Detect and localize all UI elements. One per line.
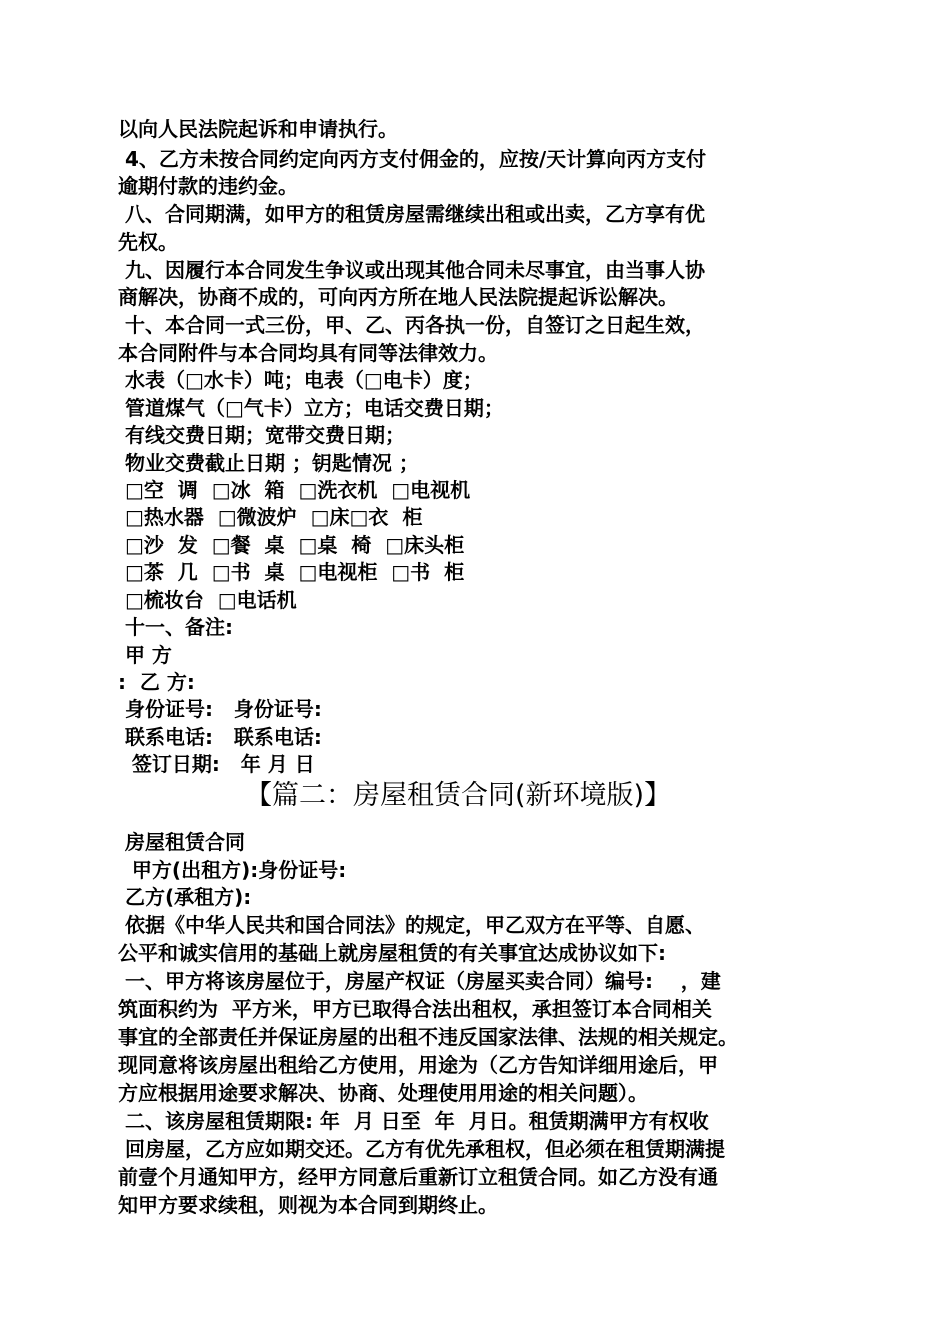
lessor-line: 甲方(出租方):身份证号: (118, 858, 347, 882)
text-line: 八、合同期满，如甲方的租赁房屋需继续出租或出卖，乙方享有优 (118, 202, 705, 226)
text-line: 事宜的全部责任并保证房屋的出租不违反国家法律、法规的相关规定。 (118, 1025, 738, 1049)
checklist-row: □沙 发 □餐 桌 □桌 椅 □床头柜 (118, 533, 465, 557)
checklist-row: □茶 几 □书 桌 □电视柜 □书 柜 (118, 560, 465, 584)
sign-date-label: 签订日期: 年 月 日 (118, 752, 315, 776)
text-line: 筑面积约为 平方米，甲方已取得合法出租权，承担签订本合同相关 (118, 997, 712, 1021)
text-line: 逾期付款的违约金。 (118, 174, 298, 198)
text-line: 有线交费日期；宽带交费日期； (118, 423, 405, 447)
text-line: 十、本合同一式三份，甲、乙、丙各执一份，自签订之日起生效， (118, 313, 705, 337)
text-line: 物业交费截止日期 ；钥匙情况 ； (118, 451, 419, 475)
contract-title: 房屋租赁合同 (118, 830, 245, 854)
text-line: 4、乙方未按合同约定向丙方支付佣金的，应按/天计算向丙方支付 (118, 147, 707, 171)
text-line: 二、该房屋租赁期限: 年 月 日至 年 月日。租赁期满甲方有权收 (118, 1109, 709, 1133)
party-b-label: : 乙 方: (118, 670, 195, 694)
lessee-line: 乙方(承租方): (118, 885, 252, 909)
checklist-row: □空 调 □冰 箱 □洗衣机 □电视机 (118, 478, 471, 502)
checklist-row: □热水器 □微波炉 □床□衣 柜 (118, 505, 423, 529)
text-line: 水表（□水卡）吨；电表（□电卡）度； (118, 368, 483, 392)
text-line: 商解决，协商不成的，可向丙方所在地人民法院提起诉讼解决。 (118, 285, 678, 309)
text-line: 知甲方要求续租，则视为本合同到期终止。 (118, 1193, 498, 1217)
text-line: 以向人民法院起诉和申请执行。 (118, 117, 398, 141)
remarks-label: 十一、备注: (118, 615, 233, 639)
party-a-label: 甲 方 (118, 643, 172, 667)
text-line: 方应根据用途要求解决、协商、处理使用用途的相关问题）。 (118, 1081, 648, 1105)
text-line: 本合同附件与本合同均具有同等法律效力。 (118, 341, 498, 365)
text-line: 前壹个月通知甲方，经甲方同意后重新订立租赁合同。如乙方没有通 (118, 1165, 718, 1189)
text-line: 回房屋，乙方应如期交还。乙方有优先承租权，但必须在租赁期满提 (118, 1137, 725, 1161)
text-line: 公平和诚实信用的基础上就房屋租赁的有关事宜达成协议如下: (118, 941, 666, 965)
section-heading: 【篇二：房屋租赁合同(新环境版)】 (245, 780, 672, 811)
text-line: 一、甲方将该房屋位于，房屋产权证（房屋买卖合同）编号: ，建 (118, 969, 721, 993)
text-line: 先权。 (118, 230, 178, 254)
checklist-row: □梳妆台 □电话机 (118, 588, 297, 612)
id-number-labels: 身份证号: 身份证号: (118, 697, 322, 721)
phone-labels: 联系电话: 联系电话: (118, 725, 322, 749)
text-line: 九、因履行本合同发生争议或出现其他合同未尽事宜，由当事人协 (118, 258, 705, 282)
text-line: 依据《中华人民共和国合同法》的规定，甲乙双方在平等、自愿、 (118, 913, 705, 937)
text-line: 现同意将该房屋出租给乙方使用，用途为（乙方告知详细用途后，甲 (118, 1053, 718, 1077)
text-line: 管道煤气（□气卡）立方；电话交费日期； (118, 396, 504, 420)
